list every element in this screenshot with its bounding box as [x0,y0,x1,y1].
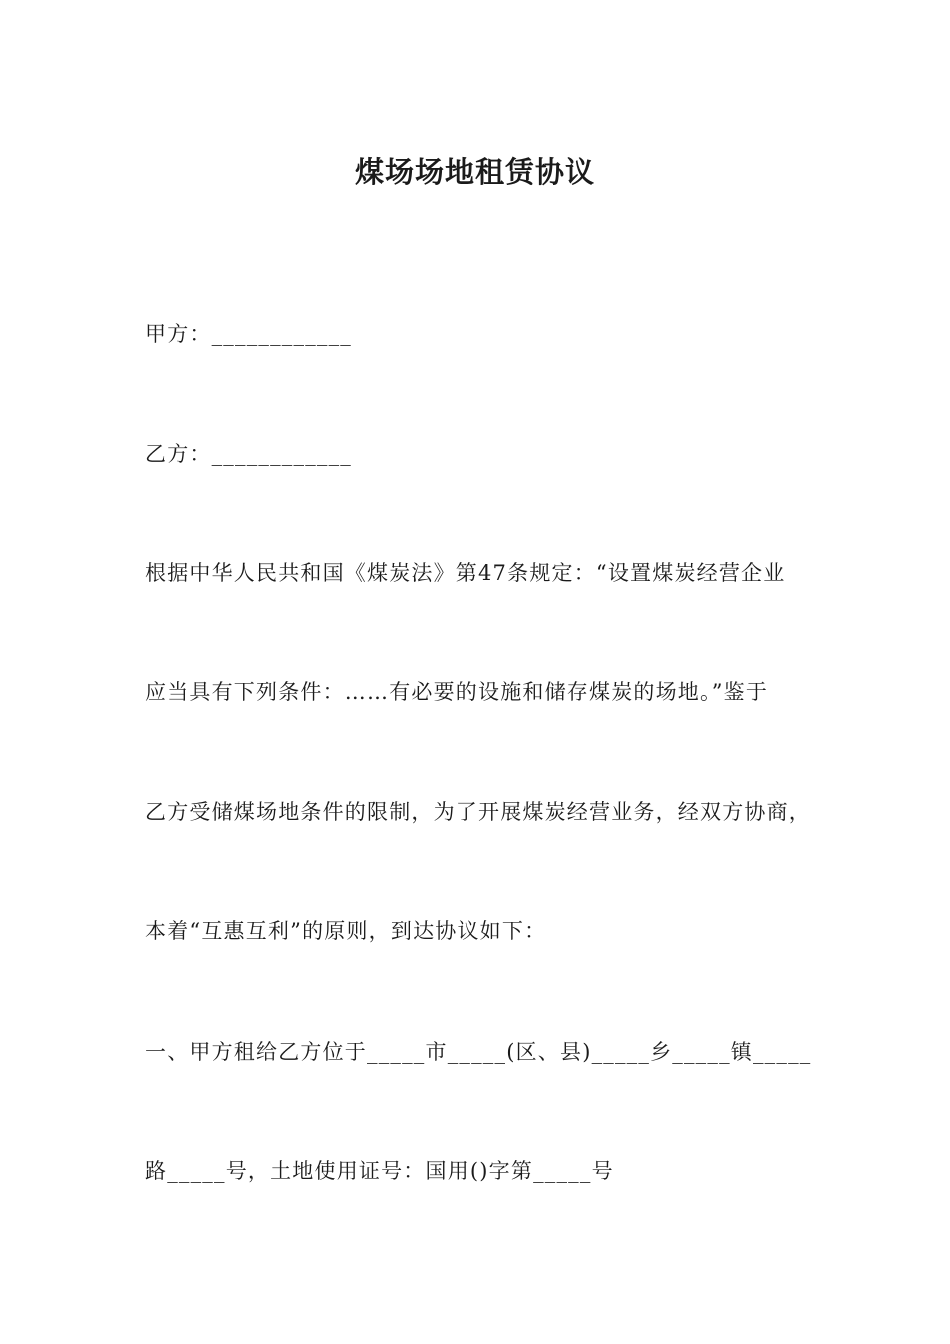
party-b-line: 乙方：____________ [145,442,352,466]
paragraph-line: 本着“互惠互利”的原则，到达协议如下： [145,919,547,943]
party-a-line: 甲方：____________ [145,322,352,346]
paragraph-line: 乙方受储煤场地条件的限制，为了开展煤炭经营业务，经双方协商， [145,800,811,824]
document-title: 煤场场地租赁协议 [354,155,595,189]
clause-one-line: 路_____号，土地使用证号：国用()字第_____号 [145,1159,614,1183]
paragraph-line: 应当具有下列条件：……有必要的设施和储存煤炭的场地。”鉴于 [145,680,769,704]
clause-one-line: 一、甲方租给乙方位于_____市_____(区、县)_____乡_____镇_____ [145,1040,812,1064]
paragraph-line: 根据中华人民共和国《煤炭法》第47条规定：“设置煤炭经营企业 [145,561,786,585]
